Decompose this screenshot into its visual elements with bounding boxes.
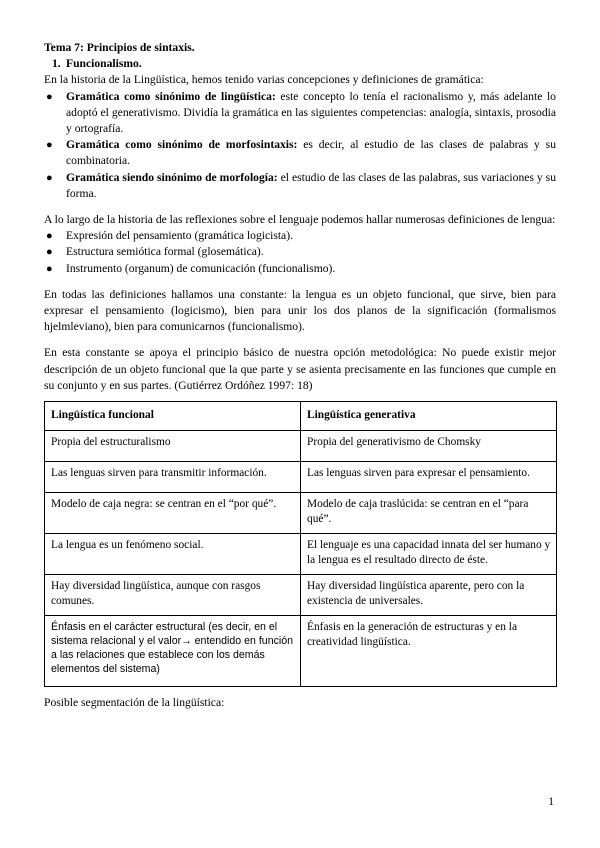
- table-cell: Propia del estructuralismo: [45, 430, 301, 461]
- table-cell: Modelo de caja traslúcida: se centran en el “para qué”.: [301, 492, 557, 533]
- table-cell: El lenguaje es una capacidad innata del ser humano y la lengua es el resultado directo de éste.: [301, 533, 557, 574]
- table-row: [45, 461, 557, 492]
- bullet-icon: ●: [46, 262, 53, 275]
- section-heading-text: Funcionalismo.: [66, 57, 142, 71]
- grammar-definitions-list: [44, 89, 556, 202]
- list-item-text: el estudio de las clases de las palabras, sus variaciones y su forma.: [66, 170, 556, 200]
- list-item-term: Gramática como sinónimo de morfosintaxis:: [66, 138, 298, 152]
- list-item: [44, 228, 556, 244]
- bullet-icon: ●: [46, 246, 53, 259]
- bullet-icon: ●: [46, 90, 53, 103]
- language-definitions-list: [44, 228, 556, 277]
- table-row: [45, 574, 557, 615]
- table-cell: La lengua es un fenómeno social.: [45, 533, 301, 574]
- table-row: [45, 615, 557, 686]
- list-item: [44, 137, 556, 169]
- closing-line: Posible segmentación de la lingüística:: [44, 695, 225, 709]
- section-number: 1.: [52, 57, 61, 71]
- page-number: 1: [548, 796, 554, 808]
- document-body: [44, 40, 556, 711]
- list-item-term: Gramática siendo sinónimo de morfología:: [66, 170, 278, 184]
- list-item-text: Expresión del pensamiento (gramática logicista).: [66, 229, 293, 243]
- intro-paragraph: En la historia de la Lingüística, hemos tenido varias concepciones y definiciones de gramática:: [44, 73, 484, 87]
- table-cell: Hay diversidad lingüística, aunque con rasgos comunes.: [45, 574, 301, 615]
- table-header-functional: Lingüística funcional: [45, 402, 301, 431]
- table-row: [45, 533, 557, 574]
- table-row: [45, 492, 557, 533]
- table-cell: Propia del generativismo de Chomsky: [301, 430, 557, 461]
- constant-paragraph: En todas las definiciones hallamos una constante: la lengua es un objeto funcional, que sirve, bien para expresar el pensamiento (logicismo), bien para unir los dos planos de la significación (formalismos hjelmleviano), bien para comunicarnos (funcionalismo).: [44, 287, 556, 334]
- list-item-text: es decir, al estudio de las clases de palabras y su combinatoria.: [66, 138, 556, 168]
- table-cell: Las lenguas sirven para transmitir información.: [45, 461, 301, 492]
- list-item-text: este concepto lo tenía el racionalismo y, más adelante lo adoptó el generativismo. Dividía la gramática en las siguientes competencias: analogía, sintaxis, prosodia y ortografía.: [66, 89, 556, 136]
- section-heading: [44, 56, 556, 72]
- list-item: [44, 89, 556, 138]
- methodology-paragraph: En esta constante se apoya el principio básico de nuestra opción metodológica: No puede existir mejor descripción de un objeto funcional que la que parte y se asienta precisamente en las funciones que cumple en su conjunto y en sus partes. (Gutiérrez Ordóñez 1997: 18): [44, 346, 556, 392]
- table-cell: Las lenguas sirven para expresar el pensamiento.: [301, 461, 557, 492]
- bullet-icon: ●: [46, 139, 53, 152]
- comparison-table: [44, 401, 557, 687]
- language-definitions-paragraph: A lo largo de la historia de las reflexiones sobre el lenguaje podemos hallar numerosas definiciones de lengua:: [44, 213, 556, 227]
- list-item: [44, 261, 556, 277]
- list-item-text: Estructura semiótica formal (glosemática).: [66, 245, 264, 259]
- list-item-term: Gramática como sinónimo de lingüística:: [66, 89, 276, 103]
- page-title: Tema 7: Principios de sintaxis.: [44, 41, 195, 54]
- table-cell: Modelo de caja negra: se centran en el “por qué”.: [45, 492, 301, 533]
- table-row: [45, 430, 557, 461]
- table-header-row: [45, 402, 557, 431]
- list-item: [44, 244, 556, 260]
- bullet-icon: ●: [46, 171, 53, 184]
- list-item-text: Instrumento (organum) de comunicación (funcionalismo).: [66, 261, 336, 275]
- table-cell: Hay diversidad lingüística aparente, pero con la existencia de universales.: [301, 574, 557, 615]
- table-cell: Énfasis en el carácter estructural (es decir, en el sistema relacional y el valor→ entendido en función a las relaciones que establece con los demás elementos del sistema): [45, 615, 301, 686]
- bullet-icon: ●: [46, 230, 53, 243]
- table-cell: Énfasis en la generación de estructuras y en la creatividad lingüística.: [301, 615, 557, 686]
- list-item: [44, 170, 556, 202]
- table-header-generative: Lingüística generativa: [301, 402, 557, 431]
